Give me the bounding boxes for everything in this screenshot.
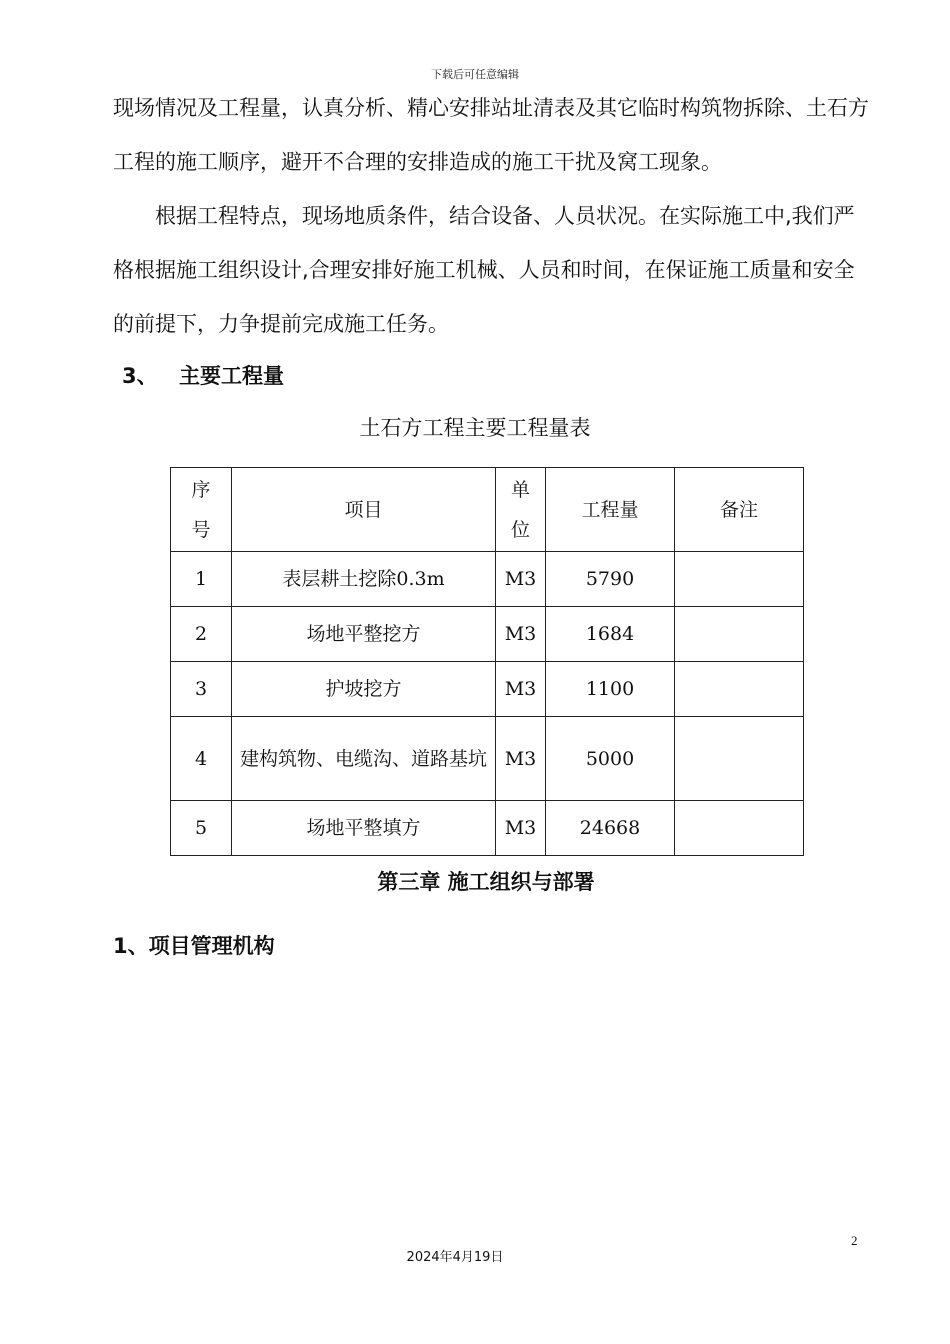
- table-header-row: [171, 468, 804, 552]
- header-cell: 序号: [171, 468, 232, 552]
- footer-date: 2024年4月19日: [406, 1250, 504, 1265]
- table-cell: [675, 662, 804, 717]
- table-cell: M3: [496, 801, 546, 856]
- table-cell: M3: [496, 717, 546, 801]
- header-cell: 备注: [675, 468, 804, 552]
- table-cell: 建构筑物、电缆沟、道路基坑: [232, 717, 496, 801]
- section-heading-3: [122, 360, 284, 390]
- table-cell: 2: [171, 607, 232, 662]
- header-cell: 项目: [232, 468, 496, 552]
- table-cell: 1: [171, 552, 232, 607]
- table-cell: M3: [496, 607, 546, 662]
- table-cell: 1684: [546, 607, 675, 662]
- table-cell: 表层耕土挖除0.3m: [232, 552, 496, 607]
- paragraph-1: 现场情况及工程量，认真分析、精心安排站址清表及其它临时构筑物拆除、土石方工程的施工顺序，避开不合理的安排造成的施工干扰及窝工现象。: [113, 96, 869, 174]
- header-cell: 工程量: [546, 468, 675, 552]
- table-row: [171, 607, 804, 662]
- table-row: [171, 801, 804, 856]
- header-cell: 单位: [496, 468, 546, 552]
- table-cell: M3: [496, 662, 546, 717]
- table-cell: [675, 607, 804, 662]
- table-cell: 4: [171, 717, 232, 801]
- section-title: 主要工程量: [179, 364, 284, 388]
- quantity-table: [170, 467, 804, 856]
- table-title: 土石方工程主要工程量表: [359, 416, 591, 440]
- section-heading-1: 1、项目管理机构: [113, 934, 275, 958]
- paragraph-2: 根据工程特点，现场地质条件，结合设备、人员状况。在实际施工中,我们严格根据施工组织设计,合理安排好施工机械、人员和时间，在保证施工质量和安全的前提下，力争提前完成施工任务。: [113, 204, 855, 336]
- table-row: [171, 552, 804, 607]
- table-cell: 场地平整填方: [232, 801, 496, 856]
- header-note: 下载后可任意编辑: [431, 68, 519, 81]
- table-cell: 5: [171, 801, 232, 856]
- page-number: 2: [851, 1233, 858, 1248]
- table-row: [171, 717, 804, 801]
- table-row: [171, 662, 804, 717]
- section-number: 3、: [122, 364, 158, 388]
- table-cell: [675, 801, 804, 856]
- table-cell: 3: [171, 662, 232, 717]
- chapter-title: 第三章 施工组织与部署: [377, 870, 595, 894]
- table-cell: 场地平整挖方: [232, 607, 496, 662]
- table-cell: M3: [496, 552, 546, 607]
- table-cell: 5000: [546, 717, 675, 801]
- table-cell: [675, 552, 804, 607]
- table-cell: 护坡挖方: [232, 662, 496, 717]
- table-cell: [675, 717, 804, 801]
- table-cell: 5790: [546, 552, 675, 607]
- table-cell: 1100: [546, 662, 675, 717]
- table-cell: 24668: [546, 801, 675, 856]
